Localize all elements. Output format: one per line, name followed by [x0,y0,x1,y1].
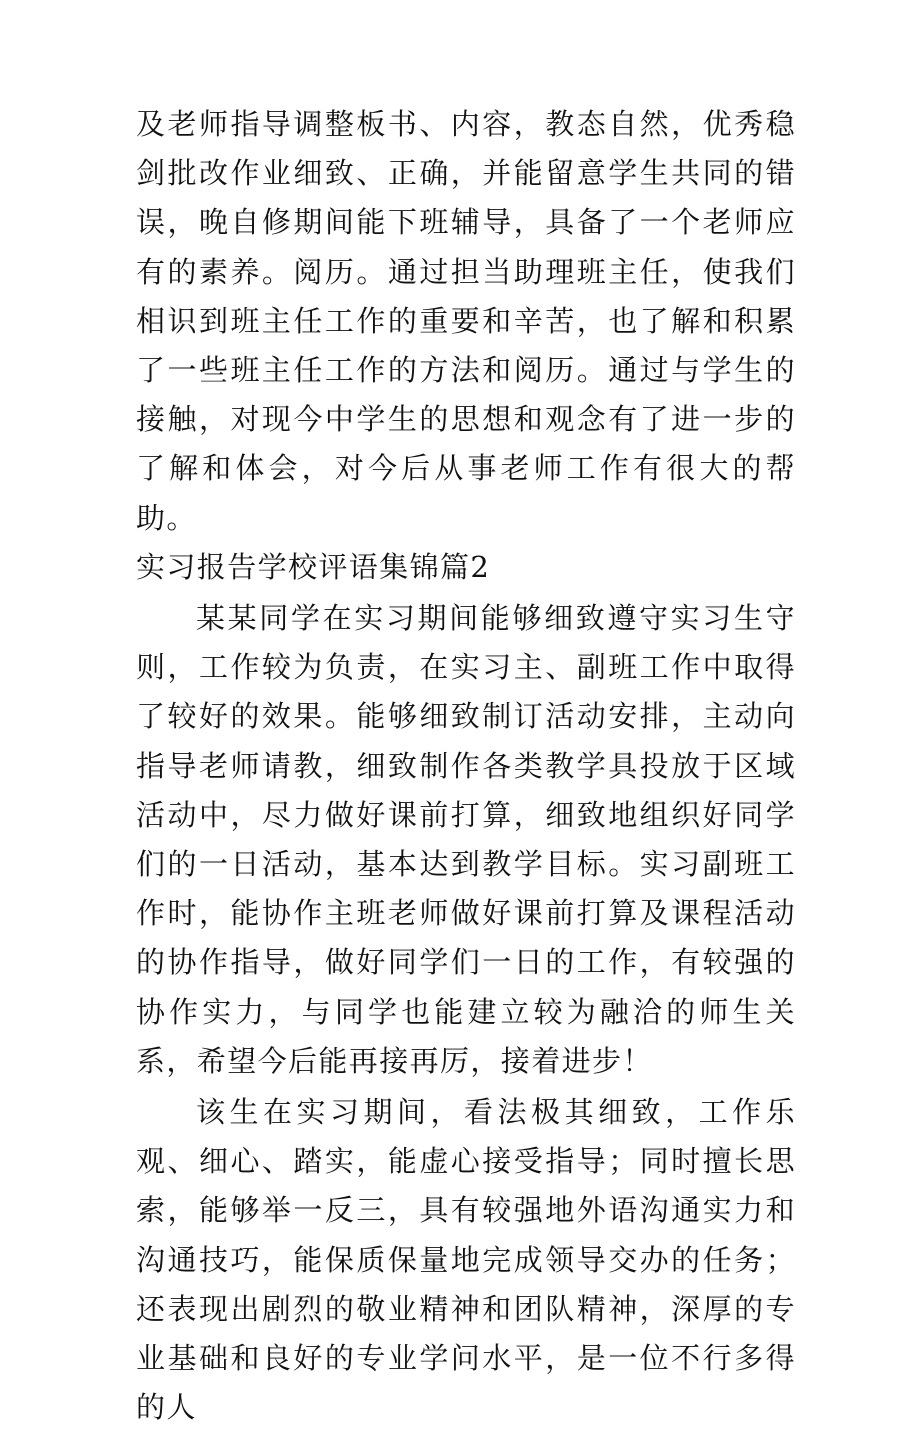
section-heading: 实习报告学校评语集锦篇2 [136,549,491,584]
document-page [136,100,796,1432]
evaluation-paragraph-1: 某某同学在实习期间能够细致遵守实习生守则，工作较为负责，在实习主、副班工作中取得了较好的效果。能够细致制订活动安排，主动向指导老师请教，细致制作各类教学具投放于区域活动中，尽力做好课前打算，细致地组织好同学们的一日活动，基本达到教学目标。实习副班工作时，能协作主班老师做好课前打算及课程活动的协作指导，做好同学们一日的工作，有较强的协作实力，与同学也能建立较为融洽的师生关系，希望今后能再接再厉，接着进步！ [136,601,796,1078]
intro-paragraph: 及老师指导调整板书、内容，教态自然，优秀稳剑批改作业细致、正确，并能留意学生共同的错误，晚自修期间能下班辅导，具备了一个老师应有的素养。阅历。通过担当助理班主任，使我们相识到班主任工作的重要和辛苦，也了解和积累了一些班主任工作的方法和阅历。通过与学生的接触，对现今中学生的思想和观念有了进一步的了解和体会，对今后从事老师工作有很大的帮助。 [136,107,796,535]
evaluation-paragraph-2: 该生在实习期间，看法极其细致，工作乐观、细心、踏实，能虚心接受指导；同时擅长思索，能够举一反三，具有较强地外语沟通实力和沟通技巧，能保质保量地完成领导交办的任务；还表现出剧烈的敬业精神和团队精神，深厚的专业基础和良好的专业学问水平，是一位不行多得的人 [136,1095,796,1425]
